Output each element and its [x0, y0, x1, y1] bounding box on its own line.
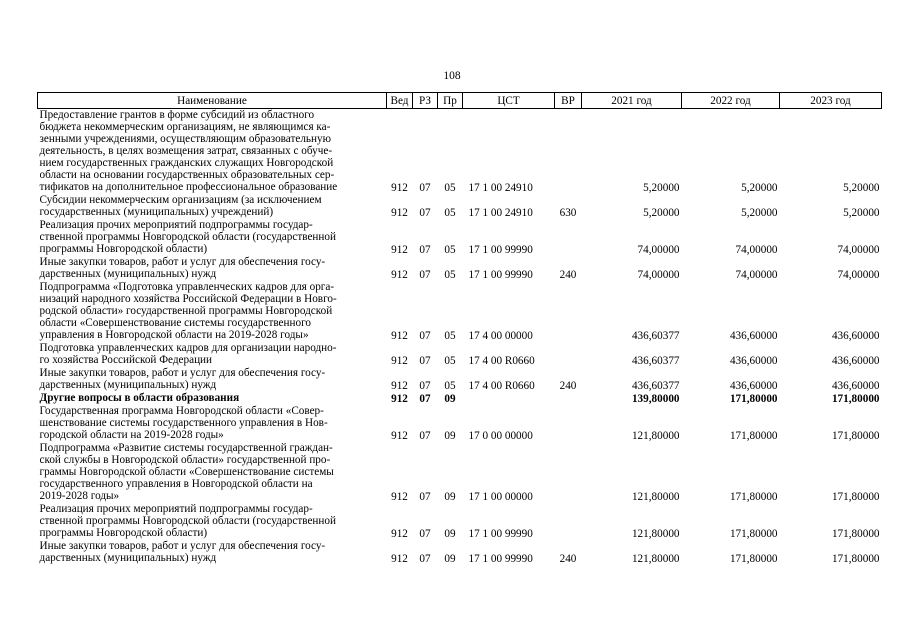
- row-value-2022: 74,00000: [735, 244, 778, 256]
- row-pr: 09: [444, 553, 456, 565]
- row-value-2023: 436,60000: [831, 380, 880, 392]
- row-pr: 09: [444, 430, 456, 442]
- row-rz: 07: [419, 393, 431, 405]
- row-ved: 912: [391, 491, 408, 503]
- table-row: [38, 281, 882, 342]
- row-pr: 05: [444, 380, 456, 392]
- row-value-2022: 171,80000: [729, 393, 778, 405]
- row-pr: 09: [444, 393, 456, 405]
- row-vr: 630: [559, 207, 577, 219]
- row-vr: [555, 405, 582, 442]
- row-name: Иные закупки товаров, работ и услуг для обеспечения госу- дарственных (муниципальных) нужд: [39, 256, 326, 280]
- row-value-2021: 436,60377: [631, 355, 680, 367]
- row-value-2023: 171,80000: [831, 528, 880, 540]
- row-value-2023: 171,80000: [831, 393, 880, 405]
- row-ved: 912: [391, 182, 408, 194]
- row-vr: [555, 392, 582, 405]
- row-name: Субсидии некоммерческим организациям (за исключением государственных (муниципальных) учреждений): [39, 194, 322, 218]
- row-pr: 05: [444, 269, 456, 281]
- row-name: Государственная программа Новгородской области «Совер- шенствование системы государственного управления в Нов- городской области на 2019-2028 годы»: [39, 405, 328, 441]
- row-pr: 05: [444, 207, 456, 219]
- row-ved: 912: [391, 269, 408, 281]
- header-name: Наименование: [38, 93, 387, 109]
- row-value-2021: 121,80000: [631, 430, 680, 442]
- table-row: [38, 367, 882, 392]
- row-value-2023: 74,00000: [837, 244, 880, 256]
- table-header-row: [38, 93, 882, 109]
- row-value-2022: 5,20000: [741, 207, 778, 219]
- row-rz: 07: [419, 553, 431, 565]
- row-value-2021: 436,60377: [631, 330, 680, 342]
- row-cst: 17 1 00 99990: [468, 528, 533, 540]
- row-cst: 17 1 00 00000: [468, 491, 533, 503]
- row-value-2023: 74,00000: [837, 269, 880, 281]
- row-value-2021: 5,20000: [643, 207, 680, 219]
- row-pr: 05: [444, 244, 456, 256]
- row-name: Реализация прочих мероприятий подпрограммы государ- ственной программы Новгородской области (государственной программы Новгородской области): [39, 219, 336, 255]
- row-value-2022: 5,20000: [741, 182, 778, 194]
- row-cst: 17 4 00 R0660: [468, 355, 535, 367]
- header-rz: РЗ: [413, 93, 438, 109]
- row-cst: [463, 392, 555, 405]
- row-cst: 17 1 00 99990: [468, 553, 533, 565]
- row-ved: 912: [391, 380, 408, 392]
- header-pr: Пр: [438, 93, 463, 109]
- row-value-2022: 171,80000: [729, 553, 778, 565]
- row-rz: 07: [419, 207, 431, 219]
- row-value-2023: 5,20000: [843, 207, 880, 219]
- table-row: [38, 405, 882, 442]
- row-value-2023: 436,60000: [831, 330, 880, 342]
- row-name: Предоставление грантов в форме субсидий из областного бюджета некоммерческим организациям, не являющимся ка- зенными учреждениями, осуществляющим образовательную деятельность, в целях возмещения затрат, связанных с обуче- нием государственных гражданских служащих Новгородской области на основании государственных образовательных сер- тификатов на дополнительное профессиональное образование: [39, 109, 338, 193]
- row-name: Иные закупки товаров, работ и услуг для обеспечения госу- дарственных (муниципальных) нужд: [39, 367, 326, 391]
- row-vr: [555, 219, 582, 256]
- row-pr: 09: [444, 491, 456, 503]
- row-rz: 07: [419, 430, 431, 442]
- row-vr: [555, 281, 582, 342]
- row-value-2022: 74,00000: [735, 269, 778, 281]
- table-row: [38, 194, 882, 219]
- row-ved: 912: [391, 430, 408, 442]
- row-value-2023: 171,80000: [831, 430, 880, 442]
- row-ved: 912: [391, 553, 408, 565]
- row-rz: 07: [419, 528, 431, 540]
- row-value-2021: 139,80000: [631, 393, 680, 405]
- row-value-2021: 74,00000: [637, 244, 680, 256]
- row-ved: 912: [391, 244, 408, 256]
- row-rz: 07: [419, 380, 431, 392]
- header-ved: Вед: [387, 93, 413, 109]
- row-cst: 17 4 00 00000: [468, 330, 533, 342]
- row-name: Подпрограмма «Развитие системы государственной граждан- ской службы в Новгородской области» государственной про- граммы Новгородской области «Совершенствование системы государственного управления в Новгородской области на 2019-2028 годы»: [39, 442, 334, 502]
- row-cst: 17 1 00 24910: [468, 182, 533, 194]
- row-vr: [555, 109, 582, 195]
- row-value-2023: 5,20000: [843, 182, 880, 194]
- table-row: [38, 442, 882, 503]
- row-name: Реализация прочих мероприятий подпрограммы государ- ственной программы Новгородской области (государственной программы Новгородской области): [39, 503, 336, 539]
- row-value-2021: 121,80000: [631, 491, 680, 503]
- row-cst: 17 1 00 24910: [468, 207, 533, 219]
- row-cst: 17 4 00 R0660: [468, 380, 535, 392]
- row-rz: 07: [419, 330, 431, 342]
- row-value-2021: 121,80000: [631, 553, 680, 565]
- row-value-2023: 171,80000: [831, 491, 880, 503]
- row-pr: 05: [444, 330, 456, 342]
- row-vr: 240: [559, 269, 577, 281]
- row-pr: 05: [444, 355, 456, 367]
- header-vr: ВР: [555, 93, 582, 109]
- table-row: [38, 109, 882, 195]
- row-vr: 240: [559, 553, 577, 565]
- row-name: Другие вопросы в области образования: [39, 392, 240, 404]
- row-value-2022: 171,80000: [729, 528, 778, 540]
- row-ved: 912: [391, 355, 408, 367]
- table-row: [38, 342, 882, 367]
- row-vr: [555, 442, 582, 503]
- row-name: Иные закупки товаров, работ и услуг для обеспечения госу- дарственных (муниципальных) нужд: [39, 540, 326, 564]
- row-vr: 240: [559, 380, 577, 392]
- table-row: [38, 503, 882, 540]
- row-value-2023: 436,60000: [831, 355, 880, 367]
- header-2023: 2023 год: [780, 93, 882, 109]
- row-rz: 07: [419, 182, 431, 194]
- row-rz: 07: [419, 491, 431, 503]
- row-value-2022: 171,80000: [729, 430, 778, 442]
- row-cst: 17 1 00 99990: [468, 244, 533, 256]
- row-cst: 17 0 00 00000: [468, 430, 533, 442]
- row-value-2021: 74,00000: [637, 269, 680, 281]
- row-ved: 912: [391, 330, 408, 342]
- row-vr: [555, 342, 582, 367]
- row-value-2023: 171,80000: [831, 553, 880, 565]
- row-name: Подготовка управленческих кадров для организации народно- го хозяйства Российской Федерации: [39, 342, 337, 366]
- row-value-2022: 436,60000: [729, 380, 778, 392]
- row-value-2021: 436,60377: [631, 380, 680, 392]
- row-value-2021: 121,80000: [631, 528, 680, 540]
- row-ved: 912: [391, 528, 408, 540]
- table-row: [38, 256, 882, 281]
- row-rz: 07: [419, 269, 431, 281]
- page-number: 108: [443, 70, 461, 82]
- row-vr: [555, 503, 582, 540]
- table-row: [38, 540, 882, 565]
- row-cst: 17 1 00 99990: [468, 269, 533, 281]
- budget-table: [37, 92, 882, 565]
- header-cst: ЦСТ: [463, 93, 555, 109]
- row-value-2022: 436,60000: [729, 330, 778, 342]
- row-rz: 07: [419, 244, 431, 256]
- row-ved: 912: [391, 207, 408, 219]
- table-row: [38, 219, 882, 256]
- row-value-2022: 436,60000: [729, 355, 778, 367]
- row-ved: 912: [391, 393, 408, 405]
- header-2022: 2022 год: [682, 93, 780, 109]
- row-pr: 05: [444, 182, 456, 194]
- row-name: Подпрограмма «Подготовка управленческих кадров для орга- низаций народного хозяйства Российской Федерации в Новго- родской области» государственной программы Новгородской области «Совершенствование системы государственного управления в Новгородской области на 2019-2028 годы»: [39, 281, 337, 341]
- header-2021: 2021 год: [582, 93, 682, 109]
- table-row: [38, 392, 882, 405]
- row-rz: 07: [419, 355, 431, 367]
- row-value-2022: 171,80000: [729, 491, 778, 503]
- row-pr: 09: [444, 528, 456, 540]
- row-value-2021: 5,20000: [643, 182, 680, 194]
